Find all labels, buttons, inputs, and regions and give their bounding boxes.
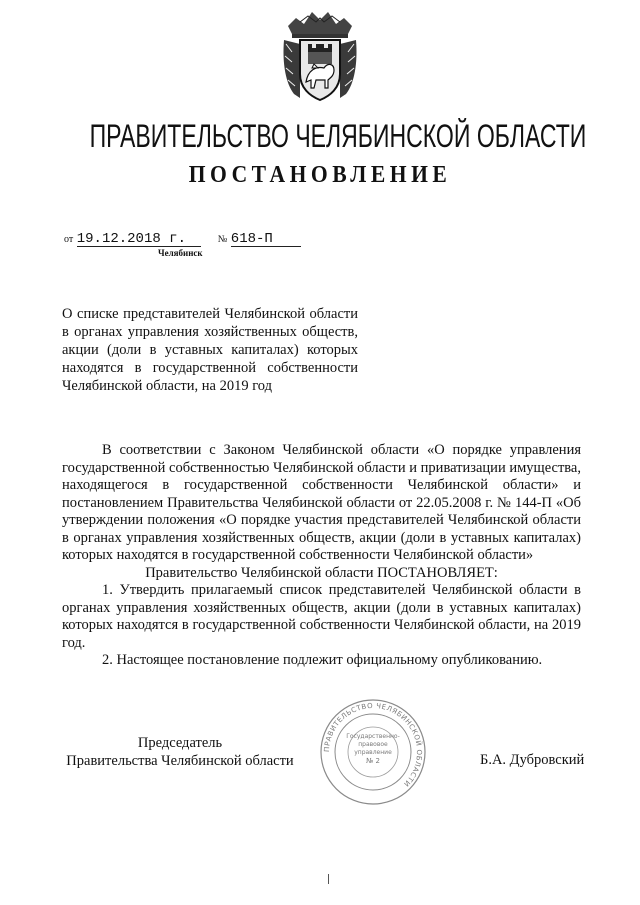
- seal-inner-line-3: управление: [354, 749, 392, 756]
- position-line-1: Председатель: [137, 735, 223, 751]
- coat-of-arms-icon: [278, 4, 362, 104]
- from-label: от: [64, 234, 74, 245]
- item-2-paragraph: 2. Настоящее постановление подлежит официальному опубликованию.: [102, 652, 543, 668]
- signatory-position: [60, 734, 300, 770]
- seal-ring-text: ПРАВИТЕЛЬСТВО ЧЕЛЯБИНСКОЙ ОБЛАСТИ: [322, 701, 424, 789]
- seal-inner-line-1: Государственно-: [346, 733, 400, 740]
- page-mark: [328, 874, 329, 884]
- seal-inner-line-2: правовое: [358, 741, 388, 748]
- issue-date: 19.12.2018 г.: [76, 231, 186, 247]
- signatory-name: Б.А. Дубровский: [480, 752, 585, 768]
- official-seal-stamp: [308, 698, 438, 806]
- position-line-2: Правительства Челябинской области: [66, 753, 294, 769]
- issue-line: [64, 231, 301, 247]
- item-1-paragraph: 1. Утвердить прилагаемый список представителей Челябинской области в органах управления хозяйственных обществ, акции (доли в уставных капиталах) которых находятся в государственной собственности Челябинской области, на 2019 год.: [62, 582, 581, 651]
- document-subject: О списке представителей Челябинской области в органах управления хозяйственных обществ, акции (доли в уставных капиталах) которых находятся в государственной собственности Челябинской области, на 2019 год: [62, 306, 358, 394]
- document-body: [62, 442, 581, 670]
- seal-inner-line-4: № 2: [366, 757, 380, 765]
- resolution-line: Правительство Челябинской области ПОСТАНОВЛЯЕТ:: [145, 564, 498, 581]
- document-type-heading: ПОСТАНОВЛЕНИЕ: [188, 162, 452, 188]
- number-label: №: [217, 234, 228, 245]
- issue-number: 618-П: [230, 231, 273, 247]
- government-title: ПРАВИТЕЛЬСТВО ЧЕЛЯБИНСКОЙ ОБЛАСТИ: [89, 118, 587, 154]
- issue-city: Челябинск: [158, 248, 203, 258]
- preamble-paragraph: В соответствии с Законом Челябинской области «О порядке управления государственной собственностью Челябинской области и приватизации имущества, находящегося в государственной собственности Челябинской области» и постановлением Правительства Челябинской области от 22.05.2008 г. № 144-П «Об утверждении положения «О порядке участия представителей Челябинской области в органах управления хозяйственных обществ, акции (доли в уставных капиталах) которых находятся в государственной собственности Челябинской области»: [62, 442, 581, 563]
